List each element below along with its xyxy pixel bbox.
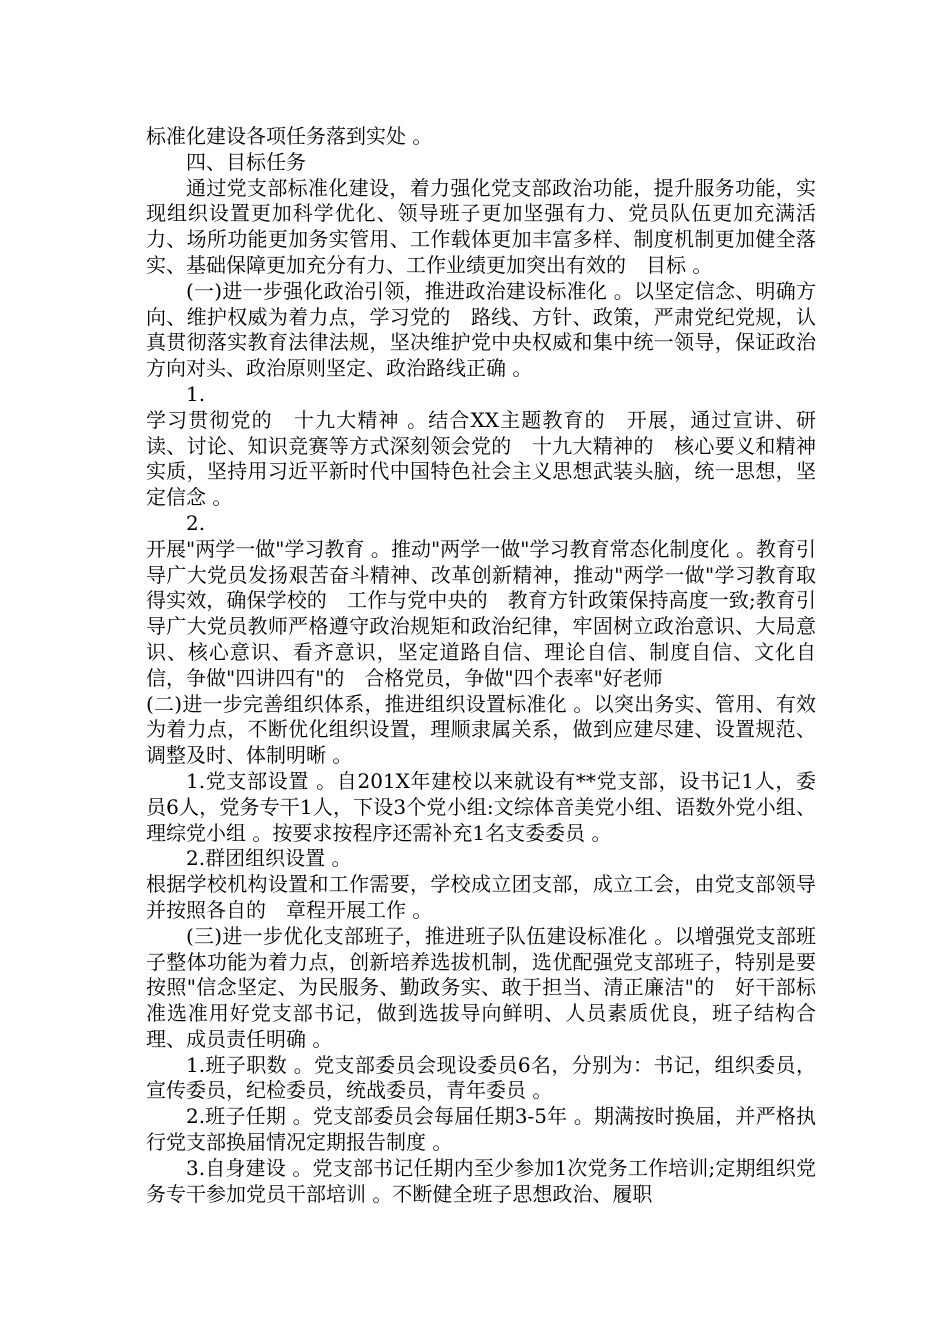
paragraph-branch-setup: 1.党支部设置 。自201X年建校以来就设有**党支部，设书记1人，委员6人，党务专干1人，下设3个党小组:文综体音美党小组、语数外党小组、理综党小组 。按要求按程序还需补充1名支委委员 。 xyxy=(146,768,816,845)
paragraph-team-positions: 1.班子职数 。党支部委员会现设委员6名，分别为：书记，组织委员，宣传委员，纪检委员，统战委员，青年委员 。 xyxy=(146,1052,816,1103)
paragraph-mass-organizations: 根据学校机构设置和工作需要，学校成立团支部，成立工会，由党支部领导并按照各自的 章程开展工作 。 xyxy=(146,872,816,922)
heading-goals: 四、目标任务 xyxy=(186,149,306,174)
heading-mass-organizations: 2.群团组织设置 。 xyxy=(186,846,352,871)
document-page xyxy=(146,124,816,1207)
paragraph-political-guidance: (一)进一步强化政治引领，推进政治建设标准化 。以坚定信念、明确方向、维护权威为着力点，学习党的 路线、方针、政策，严肃党纪党规，认真贯彻落实教育法律法规，坚决维护党中央权威和集中统一领导，保证政治方向对头、政治原则坚定、政治路线正确 。 xyxy=(146,278,816,381)
item-number-2: 2. xyxy=(186,510,206,535)
paragraph-optimize-team: (三)进一步优化支部班子，推进班子队伍建设标准化 。以增强党支部班子整体功能为着力点，创新培养选拔机制，选优配强党支部班子，特别是要按照"信念坚定、为民服务、勤政务实、敢于担当、清正廉洁"的 好干部标准选准用好党支部书记，做到选拔导向鲜明、人员素质优良，班子结构合理、成员责任明确 。 xyxy=(146,923,816,1051)
item-number-1: 1. xyxy=(186,381,206,406)
paragraph-organization-system: (二)进一步完善组织体系，推进组织设置标准化 。以突出务实、管用、有效为着力点，不断优化组织设置，理顺隶属关系，做到应建尽建、设置规范、调整及时、体制明晰 。 xyxy=(146,691,816,768)
paragraph-self-building: 3.自身建设 。党支部书记任期内至少参加1次党务工作培训;定期组织党务专干参加党员干部培训 。不断健全班子思想政治、履职 xyxy=(146,1155,816,1206)
paragraph-team-term: 2.班子任期 。党支部委员会每届任期3-5年 。期满按时换届，并严格执行党支部换届情况定期报告制度 。 xyxy=(146,1104,816,1155)
paragraph-goals: 通过党支部标准化建设，着力强化党支部政治功能，提升服务功能，实现组织设置更加科学优化、领导班子更加坚强有力、党员队伍更加充满活力、场所功能更加务实管用、工作载体更加丰富多样、制度机制更加健全落实、基础保障更加充分有力、工作业绩更加突出有效的 目标 。 xyxy=(146,175,816,277)
paragraph-two-studies: 开展"两学一做"学习教育 。推动"两学一做"学习教育常态化制度化 。教育引导广大党员发扬艰苦奋斗精神、改革创新精神，推动"两学一做"学习教育取得实效，确保学校的 工作与党中央的 教育方针政策保持高度一致;教育引导广大党员教师严格遵守政治规矩和政治纪律，牢固树立政治意识、大局意识、核心意识、看齐意识，坚定道路自信、理论自信、制度自信、文化自信，争做"四讲四有"的 合格党员，争做"四个表率"好老师 xyxy=(146,536,816,690)
paragraph-intro: 标准化建设各项任务落到实处 。 xyxy=(146,124,433,148)
paragraph-study-19th: 学习贯彻党的 十九大精神 。结合XX主题教育的 开展，通过宣讲、研读、讨论、知识竞赛等方式深刻领会党的 十九大精神的 核心要义和精神实质，坚持用习近平新时代中国特色社会主义思想武装头脑，统一思想，坚定信念 。 xyxy=(146,407,816,510)
